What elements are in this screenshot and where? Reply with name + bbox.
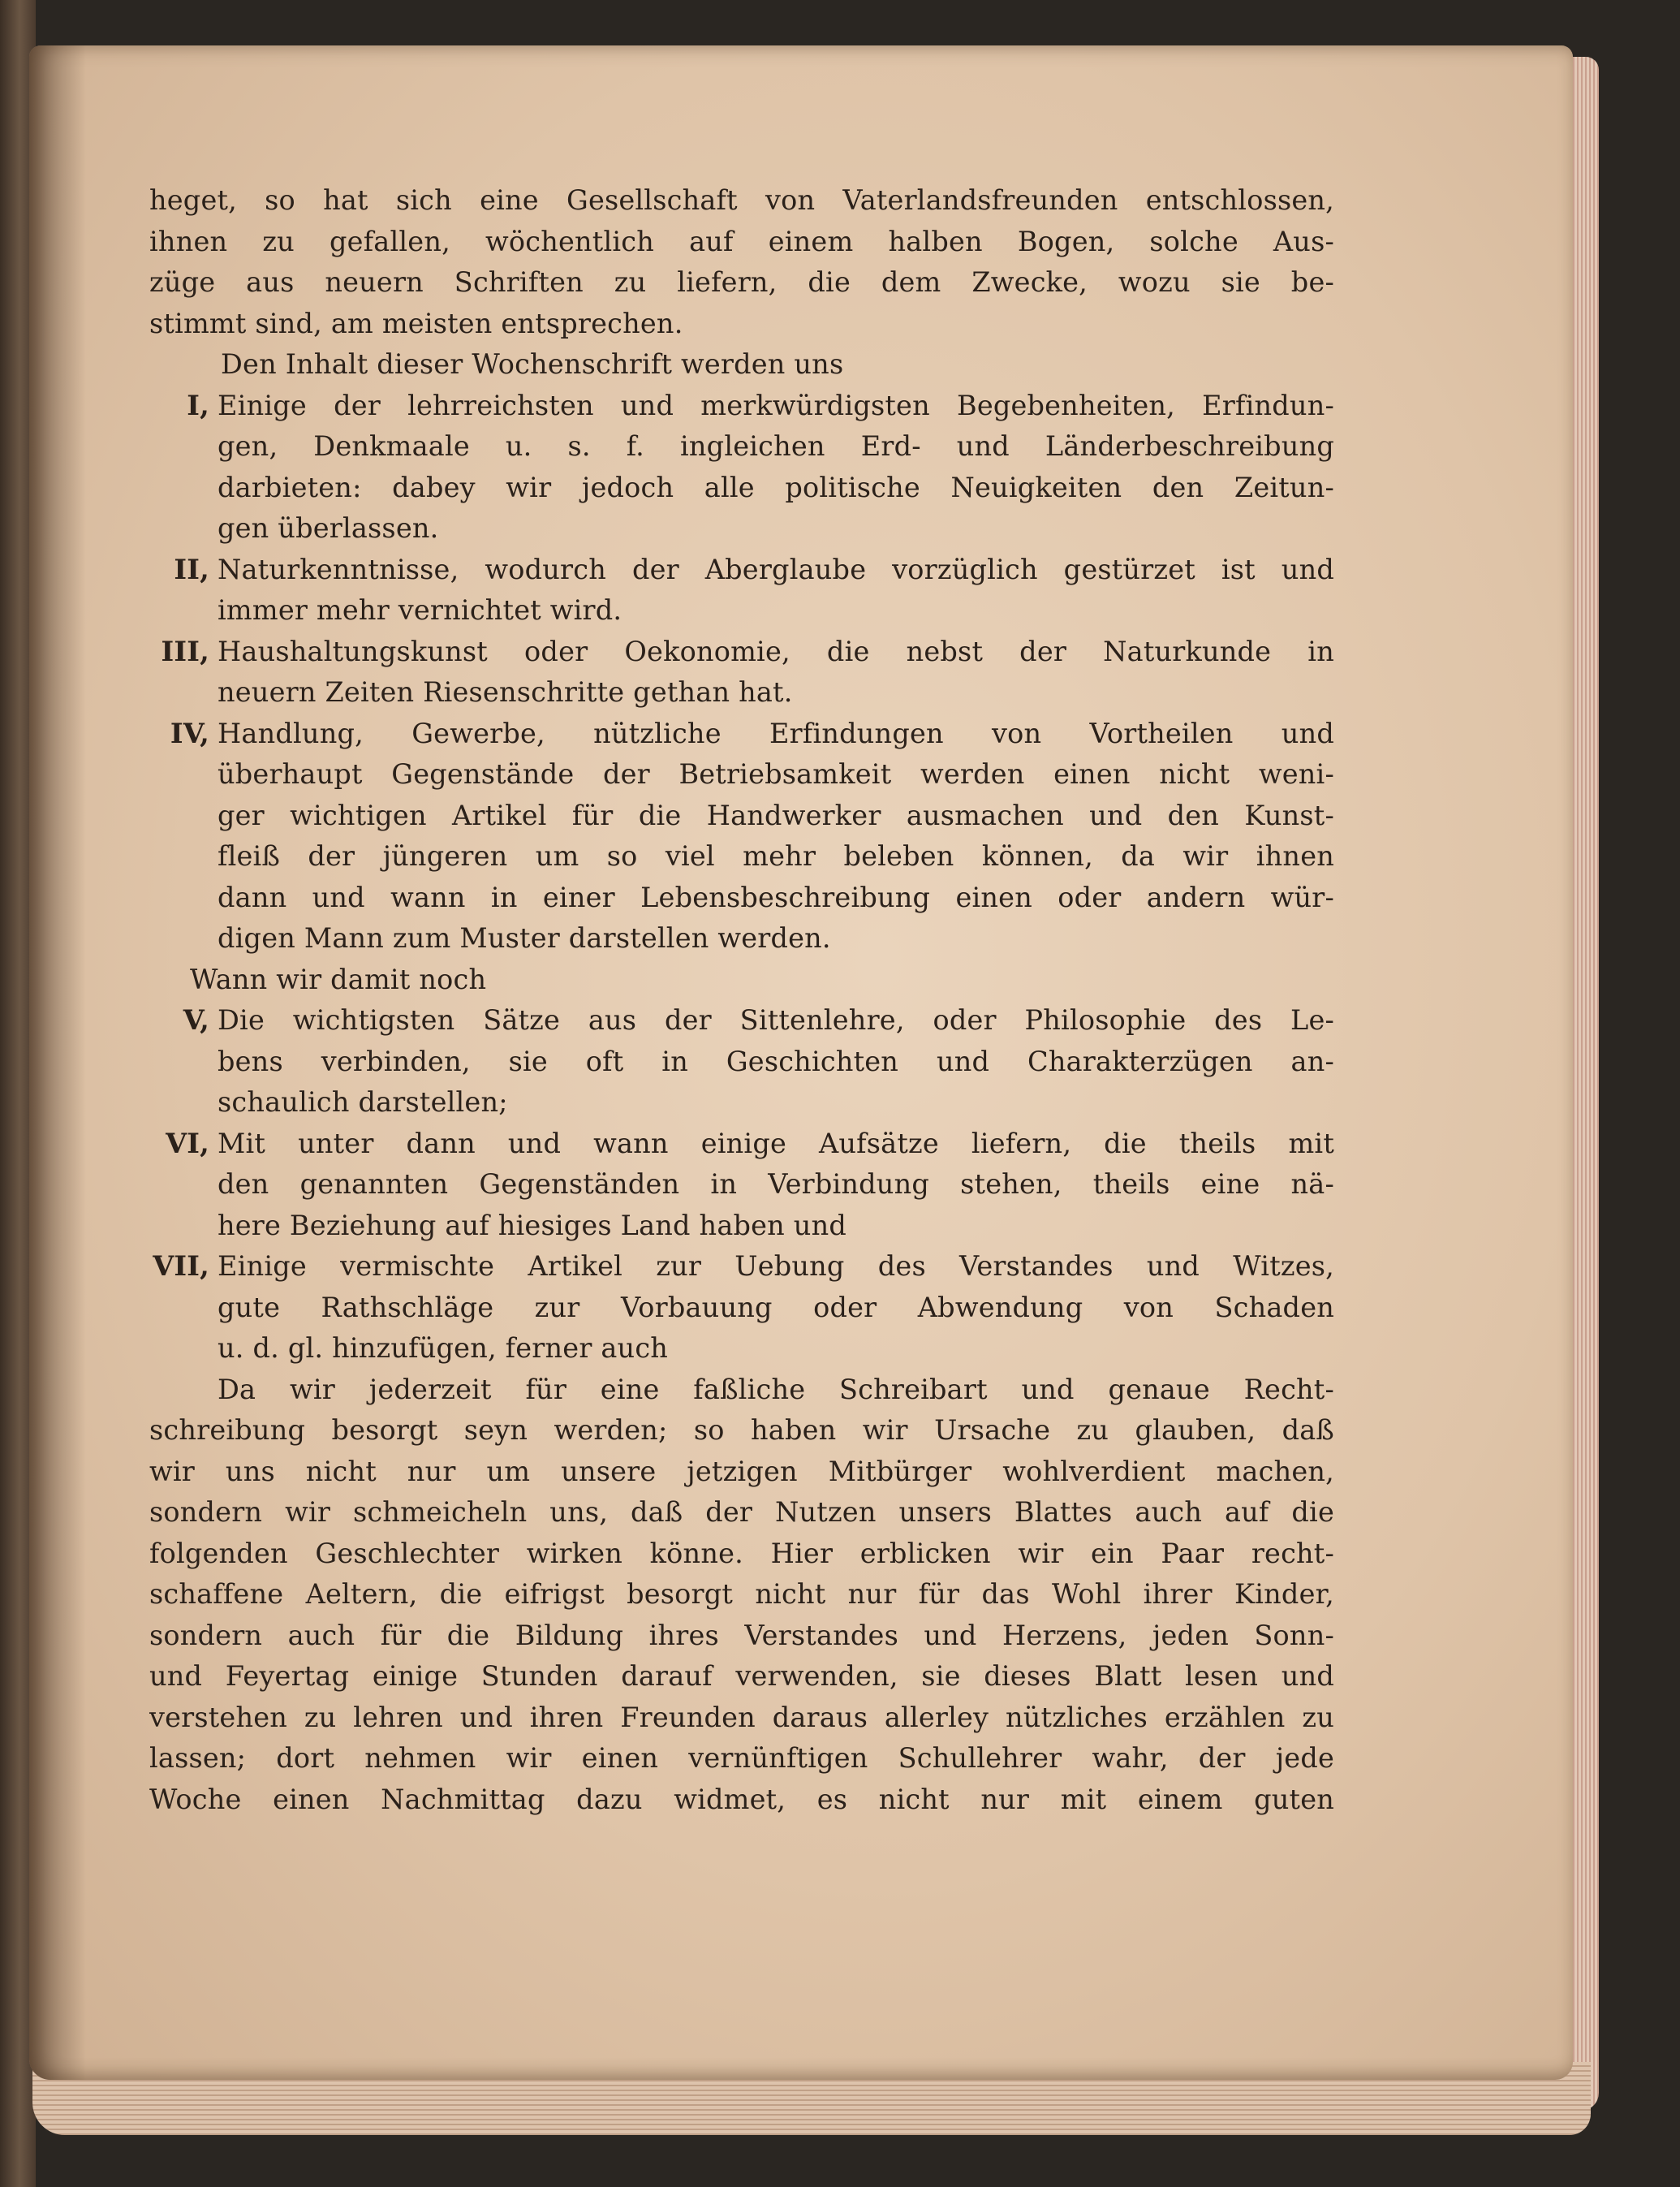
text-line: darbieten: dabey wir jedoch alle politische Neuigkeiten den Zeitun- xyxy=(218,471,1334,503)
text-line: lassen; dort nehmen wir einen vernünftigen Schullehrer wahr, der jede xyxy=(149,1742,1334,1774)
text-line: gen, Denkmaale u. s. f. ingleichen Erd- und Länderbeschreibung xyxy=(218,430,1334,462)
text-line: Den Inhalt dieser Wochenschrift werden uns xyxy=(221,348,844,380)
text-line: gute Rathschläge zur Vorbauung oder Abwendung von Schaden xyxy=(218,1291,1334,1323)
text-line: fleiß der jüngeren um so viel mehr beleben können, da wir ihnen xyxy=(218,840,1334,872)
item-numeral: IV, xyxy=(170,717,209,749)
text-line: folgenden Geschlechter wirken könne. Hier erblicken wir ein Paar recht- xyxy=(149,1537,1334,1569)
text-line: stimmt sind, am meisten entsprechen. xyxy=(149,307,683,339)
text-line: sondern wir schmeicheln uns, daß der Nutzen unsers Blattes auch auf die xyxy=(149,1496,1334,1528)
list-item-line: V, Die wichtigsten Sätze aus der Sittenlehre, oder Philosophie des Le- xyxy=(149,1000,1334,1042)
text-line: here Beziehung auf hiesiges Land haben und xyxy=(218,1209,846,1241)
list-item-line: II, Naturkenntnisse, wodurch der Aberglaube vorzüglich gestürzet ist und xyxy=(149,550,1334,591)
item-numeral: III, xyxy=(161,635,209,667)
text-line: den genannten Gegenständen in Verbindung stehen, theils eine nä- xyxy=(218,1168,1334,1200)
list-item-line: VI, Mit unter dann und wann einige Aufsätze liefern, die theils mit xyxy=(149,1124,1334,1165)
list-item-line: III, Haushaltungskunst oder Oekonomie, die nebst der Naturkunde in xyxy=(149,632,1334,673)
text-line: sondern auch für die Bildung ihres Verstandes und Herzens, jeden Sonn- xyxy=(149,1619,1334,1651)
item-numeral: VII, xyxy=(153,1250,209,1282)
page-text xyxy=(149,180,1334,1820)
list-item-line: I, Einige der lehrreichsten und merkwürdigsten Begebenheiten, Erfindun- xyxy=(149,386,1334,427)
item-numeral: VI, xyxy=(166,1127,209,1159)
gutter-shadow xyxy=(29,45,86,2080)
text-line: wir uns nicht nur um unsere jetzigen Mitbürger wohlverdient machen, xyxy=(149,1455,1334,1487)
item-numeral: II, xyxy=(174,553,209,585)
text-line: u. d. gl. hinzufügen, ferner auch xyxy=(218,1332,669,1364)
item-numeral: I, xyxy=(187,389,209,421)
list-item-line: VII, Einige vermischte Artikel zur Uebung des Verstandes und Witzes, xyxy=(149,1246,1334,1288)
text-line: züge aus neuern Schriften zu liefern, die dem Zwecke, wozu sie be- xyxy=(149,266,1334,298)
text-line: heget, so hat sich eine Gesellschaft von Vaterlandsfreunden entschlossen, xyxy=(149,184,1334,216)
text-line: schreibung besorgt seyn werden; so haben wir Ursache zu glauben, daß xyxy=(149,1414,1334,1446)
text-line: und Feyertag einige Stunden darauf verwenden, sie dieses Blatt lesen und xyxy=(149,1660,1334,1692)
text-line: ihnen zu gefallen, wöchentlich auf einem halben Bogen, solche Aus- xyxy=(149,225,1334,257)
item-numeral: V, xyxy=(183,1004,209,1036)
text-line: neuern Zeiten Riesenschritte gethan hat. xyxy=(218,676,793,708)
text-line: Woche einen Nachmittag dazu widmet, es nicht nur mit einem guten xyxy=(149,1783,1334,1815)
text-line: bens verbinden, sie oft in Geschichten und Charakterzügen an- xyxy=(218,1045,1334,1077)
text-line: Da wir jederzeit für eine faßliche Schreibart und genaue Recht- xyxy=(218,1373,1334,1405)
text-line: verstehen zu lehren und ihren Freunden daraus allerley nützliches erzählen zu xyxy=(149,1701,1334,1733)
text-line: immer mehr vernichtet wird. xyxy=(218,594,622,626)
text-line: Wann wir damit noch xyxy=(190,963,487,995)
text-line: digen Mann zum Muster darstellen werden. xyxy=(218,922,831,954)
text-line: dann und wann in einer Lebensbeschreibung einen oder andern wür- xyxy=(218,881,1334,913)
text-line: überhaupt Gegenstände der Betriebsamkeit werden einen nicht weni- xyxy=(218,758,1334,790)
text-line: schaulich darstellen; xyxy=(218,1086,508,1118)
list-item-line: IV, Handlung, Gewerbe, nützliche Erfindungen von Vortheilen und xyxy=(149,714,1334,755)
text-line: gen überlassen. xyxy=(218,512,439,544)
text-line: schaffene Aeltern, die eifrigst besorgt nicht nur für das Wohl ihrer Kinder, xyxy=(149,1578,1334,1610)
text-line: ger wichtigen Artikel für die Handwerker ausmachen und den Kunst- xyxy=(218,799,1334,831)
